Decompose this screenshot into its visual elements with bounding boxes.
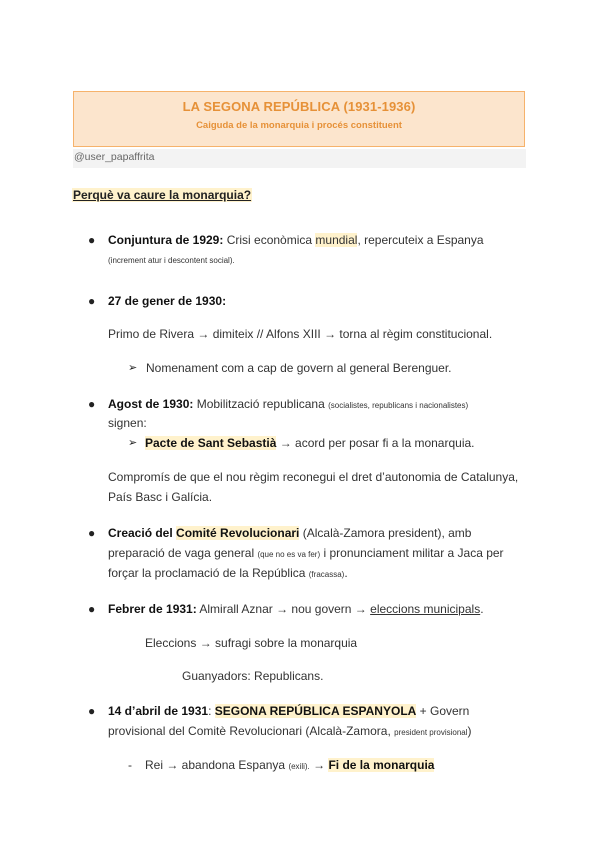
page-subtitle: Caiguda de la monarquia i procés constituent (196, 120, 402, 131)
bullet-3-text: Agost de 1930: Mobilització republicana (socialistes, republicans i nacionalistes) (108, 397, 469, 411)
bullet-6-line2: provisional del Comitè Revolucionari (Alcalà-Zamora, president provisional) (108, 724, 472, 738)
section-heading: Perquè va caure la monarquia? (73, 188, 252, 202)
bullet-2-label: 27 de gener de 1930: (108, 294, 227, 308)
bullet-icon: ● (88, 704, 96, 718)
bullet-2-line: Primo de Rivera → dimiteix // Alfons XIII → torna al règim constitucional. (108, 327, 493, 341)
bullet-3-cont: signen: (108, 416, 147, 430)
dash-bullet: - (128, 758, 132, 772)
bullet-3-sub: Pacte de Sant Sebastià → acord per posar fi a la monarquia. (145, 436, 475, 450)
bullet-6-sub: Rei → abandona Espanya (exili). → Fi de la monarquia (145, 758, 435, 772)
bullet-4-text: Creació del Comité Revolucionari (Alcalà-Zamora president), amb (108, 526, 472, 540)
arrow-bullet-icon: ➢ (128, 362, 138, 374)
bullet-3-p2: País Basc i Galícia. (108, 490, 213, 504)
bullet-4-line3: forçar la proclamació de la República (fracassa). (108, 566, 348, 580)
bullet-icon: ● (88, 233, 96, 247)
bullet-5-text: Febrer de 1931: Almirall Aznar → nou govern → eleccions municipals. (108, 602, 484, 616)
bullet-2-sub: Nomenament com a cap de govern al general Berenguer. (146, 361, 452, 375)
bullet-6-text: 14 d’abril de 1931: SEGONA REPÚBLICA ESPANYOLA + Govern (108, 704, 470, 718)
user-handle: @user_papaffrita (73, 149, 526, 168)
bullet-4-line2: preparació de vaga general (que no es va fer) i pronunciament militar a Jaca per (108, 546, 504, 560)
bullet-icon: ● (88, 602, 96, 616)
arrow-bullet-icon: ➢ (128, 437, 138, 449)
bullet-3-p1: Compromís de que el nou règim reconegui el dret d’autonomia de Catalunya, (108, 470, 519, 484)
bullet-icon: ● (88, 397, 96, 411)
title-box (73, 91, 525, 147)
bullet-5-sub1: Eleccions → sufragi sobre la monarquia (145, 636, 358, 650)
bullet-icon: ● (88, 526, 96, 540)
bullet-icon: ● (88, 294, 96, 308)
bullet-5-sub2: Guanyadors: Republicans. (182, 669, 324, 683)
bullet-1-text: Conjuntura de 1929: Crisi econòmica mundial, repercuteix a Espanya (108, 233, 484, 247)
bullet-1-note: (increment atur i descontent social). (108, 256, 235, 265)
page-title: LA SEGONA REPÚBLICA (1931-1936) (182, 99, 416, 114)
